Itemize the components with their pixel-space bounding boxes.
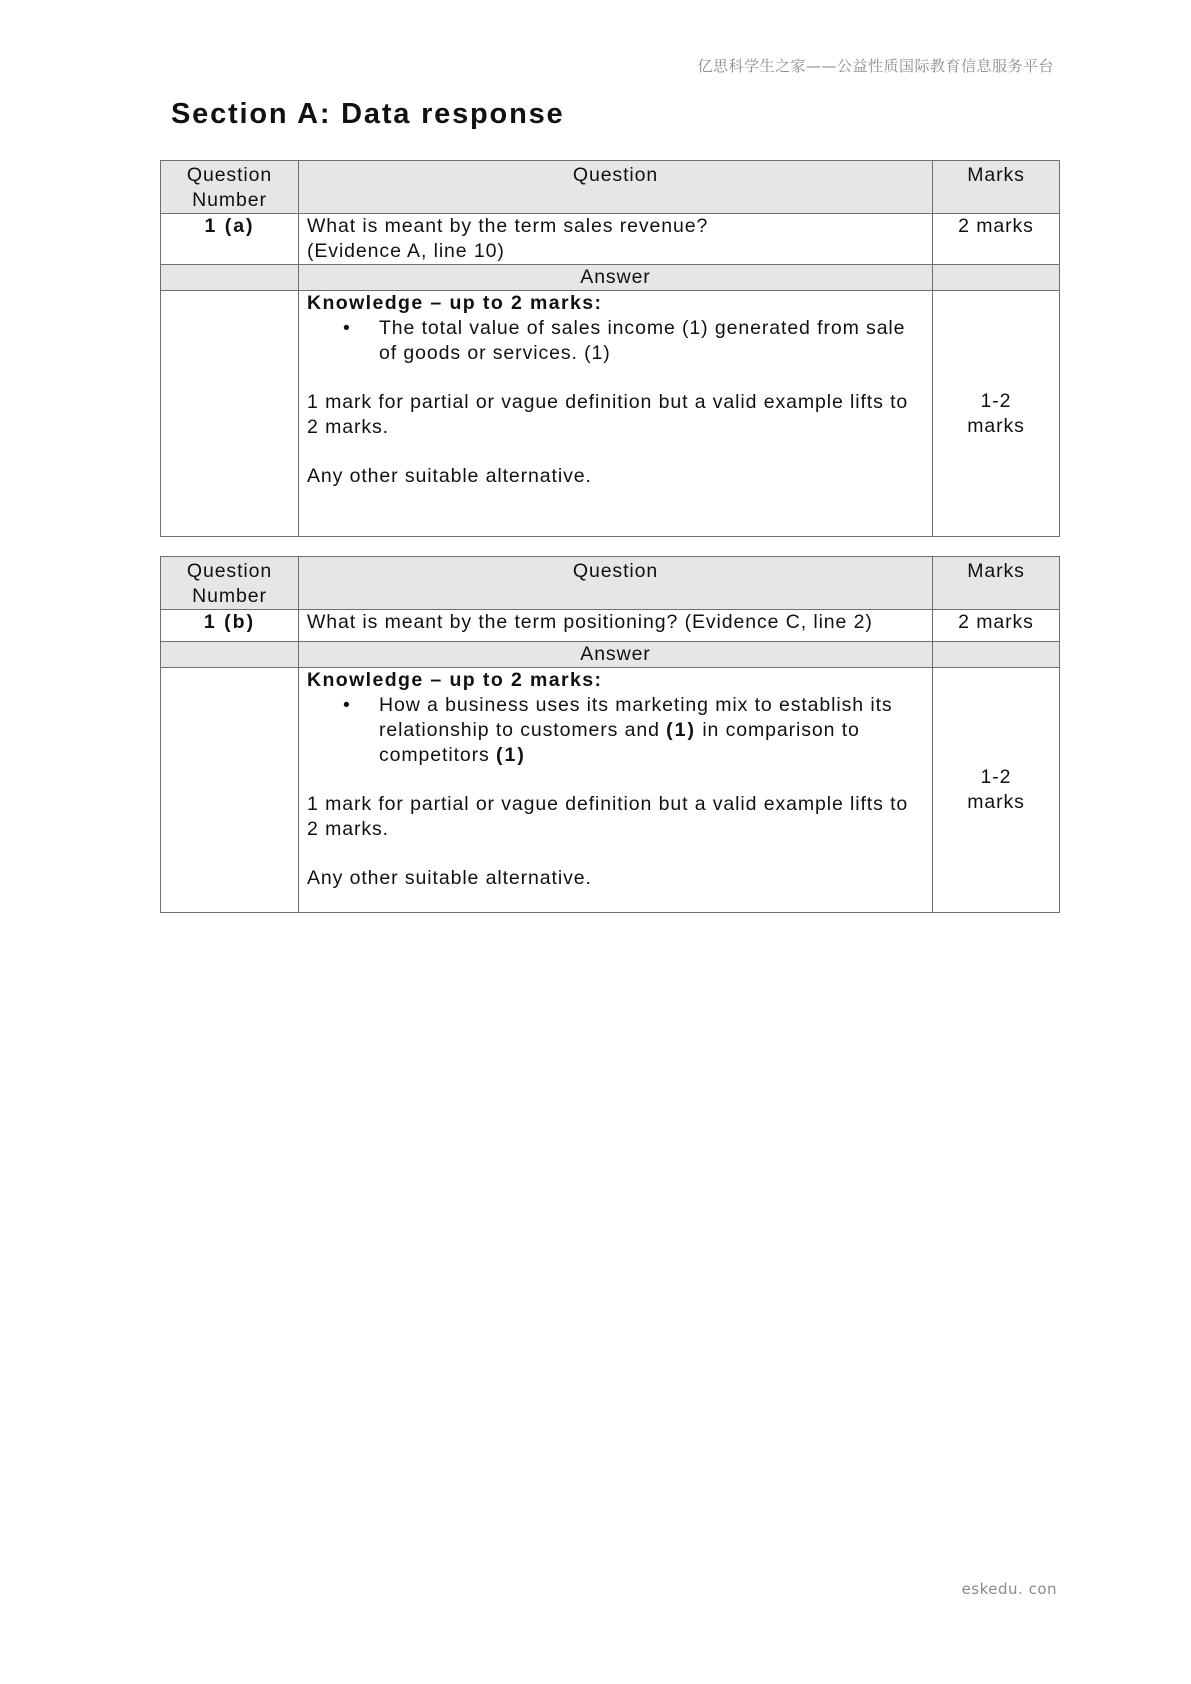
header-marks: Marks [933, 161, 1060, 214]
bullet-text-part-1: How a business uses its marketing mix to establish its relationship to customers and [379, 694, 893, 741]
question-marks: 2 marks [933, 610, 1060, 642]
answer-header: Answer [299, 265, 933, 291]
answer-header-row [161, 642, 1060, 668]
question-number: 1 (b) [161, 610, 299, 642]
answer-header-blank [161, 642, 299, 668]
question-number: 1 (a) [161, 214, 299, 265]
question-text [299, 214, 933, 265]
answer-bullet: • The total value of sales income (1) generated from sale of goods or services. (1) [379, 316, 924, 366]
mark-range-text: 1-2 marks [967, 389, 1025, 437]
question-row [161, 214, 1060, 265]
answer-header-blank [161, 265, 299, 291]
mark-range [933, 291, 1060, 537]
answer-bullets [307, 693, 924, 768]
markscheme-table-1a [160, 160, 1060, 537]
question-row [161, 610, 1060, 642]
answer-content [299, 291, 933, 537]
answer-header-blank-marks [933, 265, 1060, 291]
table-header-row [161, 557, 1060, 610]
question-line-2: (Evidence A, line 10) [307, 240, 505, 262]
bullet-mark-1: (1) [666, 719, 696, 741]
header-question-number: Question Number [161, 557, 299, 610]
section-title: Section A: Data response [171, 98, 565, 130]
question-marks: 2 marks [933, 214, 1060, 265]
header-watermark: 亿思科学生之家——公益性质国际教育信息服务平台 [697, 57, 1054, 75]
alternative-note: Any other suitable alternative. [307, 465, 592, 487]
header-question: Question [299, 557, 933, 610]
markscheme-table-1b [160, 556, 1060, 913]
partial-mark-note: 1 mark for partial or vague definition but a valid example lifts to 2 marks. [307, 793, 909, 840]
answer-body-blank [161, 668, 299, 913]
knowledge-title: Knowledge – up to 2 marks: [307, 292, 603, 314]
partial-mark-note: 1 mark for partial or vague definition but a valid example lifts to 2 marks. [307, 391, 909, 438]
header-marks: Marks [933, 557, 1060, 610]
header-question-number: Question Number [161, 161, 299, 214]
answer-header-row [161, 265, 1060, 291]
answer-header: Answer [299, 642, 933, 668]
bullet-text-part-2: in comparison to competitors [379, 719, 860, 766]
mark-range [933, 668, 1060, 913]
answer-content [299, 668, 933, 913]
answer-header-blank-marks [933, 642, 1060, 668]
answer-body-row [161, 668, 1060, 913]
question-text: What is meant by the term positioning? (Evidence C, line 2) [299, 610, 933, 642]
answer-bullets [307, 316, 924, 366]
alternative-note: Any other suitable alternative. [307, 867, 592, 889]
question-line-1: What is meant by the term sales revenue? [307, 215, 709, 237]
mark-range-text: 1-2 marks [967, 766, 1025, 813]
answer-body-blank [161, 291, 299, 537]
table-header-row [161, 161, 1060, 214]
knowledge-title: Knowledge – up to 2 marks: [307, 669, 603, 691]
header-question: Question [299, 161, 933, 214]
footer-watermark: eskedu. con [961, 1580, 1057, 1598]
bullet-mark-2: (1) [496, 744, 526, 766]
answer-body-row [161, 291, 1060, 537]
answer-bullet [379, 693, 924, 768]
